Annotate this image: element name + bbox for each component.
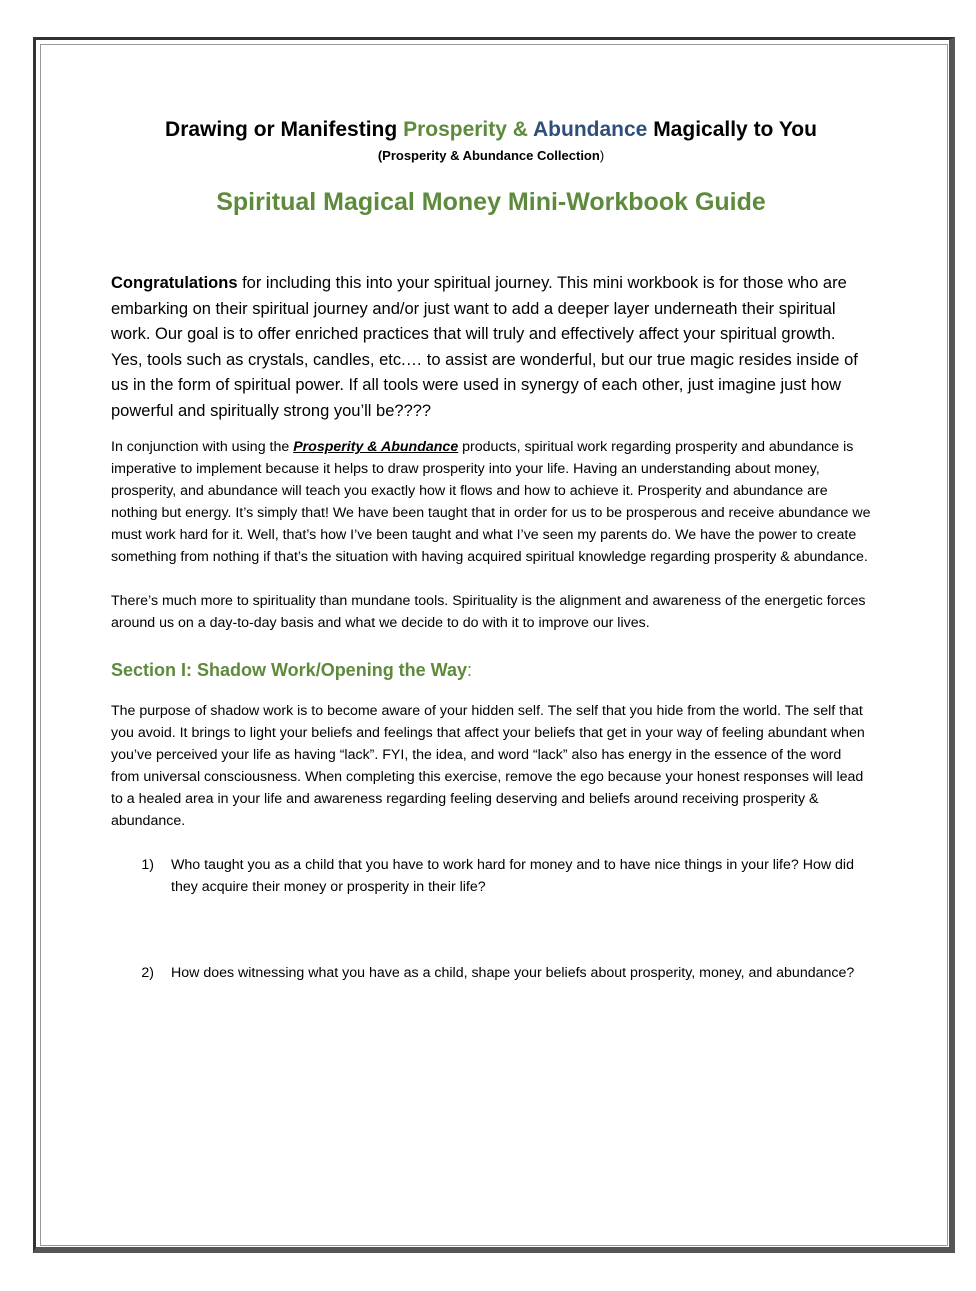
paragraph-spirituality: There’s much more to spirituality than mundane tools. Spirituality is the alignment and awareness of the energetic forces around us on a day-to-day basis and what we decide to do with it to improve our lives. <box>111 593 866 631</box>
section-paragraph: The purpose of shadow work is to become aware of your hidden self. The self that you hide from the world. The self that you avoid. It brings to light your beliefs and feelings that affect your beliefs that get in your way of feeling abundant when you’ve perceived your life as having “lack”. FYI, the idea, and word “lack” also has energy in the essence of the word from universal consciousness. When completing this exercise, remove the ego because your honest responses will lead to a healed area in your life and awareness regarding feeling deserving and beliefs around receiving prosperity & abundance. <box>111 703 865 829</box>
paragraph-products-pre: In conjunction with using the <box>111 439 294 455</box>
brand-name: Prosperity & Abundance <box>293 439 459 455</box>
title-abundance: Abundance <box>533 118 648 141</box>
section-heading-text: Section I: Shadow Work/Opening the Way <box>111 660 468 680</box>
title-pre: Drawing or Manifesting <box>165 118 398 141</box>
list-item <box>111 962 871 984</box>
subtitle-close: ) <box>599 148 605 163</box>
question-number: 2) <box>141 965 154 981</box>
paragraph-products-post: products, spiritual work regarding prosperity and abundance is imperative to implement because it helps to draw prosperity into your life. Having an understanding about money, prosperity, and abundance will teach you exactly how it flows and how to achieve it. Prosperity and abundance are nothing but energy. It’s simply that! We have been taught that in order for us to be prosperous and receive abundance we must work hard for it. Well, that’s how I’ve been taught and what I’ve seen my parents do. We have the power to create something from nothing if that’s the situation with having acquired spiritual knowledge regarding prosperity & abundance. <box>111 439 871 565</box>
intro-text: for including this into your spiritual journey. This mini workbook is for those who are embarking on their spiritual journey and/or just want to add a deeper layer underneath their spiritual work. Our goal is to offer enriched practices that will truly and effectively affect your spiritual growth. Yes, tools such as crystals, candles, etc.… to assist are wonderful, but our true magic resides inside of us in the form of spiritual power. If all tools were used in synergy of each other, just imagine just how powerful and spiritually strong you’ll be???? <box>111 274 858 420</box>
document-title <box>111 115 871 145</box>
title-post: Magically to You <box>653 118 817 141</box>
document-subtitle <box>111 147 871 165</box>
subtitle-text: (Prosperity & Abundance Collection <box>377 148 600 163</box>
question-text: How does witnessing what you have as a child, shape your beliefs about prosperity, money, and abundance? <box>171 965 855 981</box>
section-heading <box>111 657 871 683</box>
intro-paragraph <box>111 271 871 424</box>
title-prosperity: Prosperity & <box>403 118 528 141</box>
question-text: Who taught you as a child that you have to work hard for money and to have nice things in your life? How did they acquire their money or prosperity in their life? <box>171 857 854 895</box>
intro-lead: Congratulations <box>111 274 238 292</box>
main-heading: Spiritual Magical Money Mini-Workbook Guide <box>216 188 766 216</box>
document-body <box>111 115 871 1048</box>
paragraph-products <box>111 436 871 568</box>
question-number: 1) <box>141 857 154 873</box>
section-heading-colon: : <box>467 660 473 680</box>
question-list <box>111 854 871 984</box>
list-item <box>111 854 871 898</box>
